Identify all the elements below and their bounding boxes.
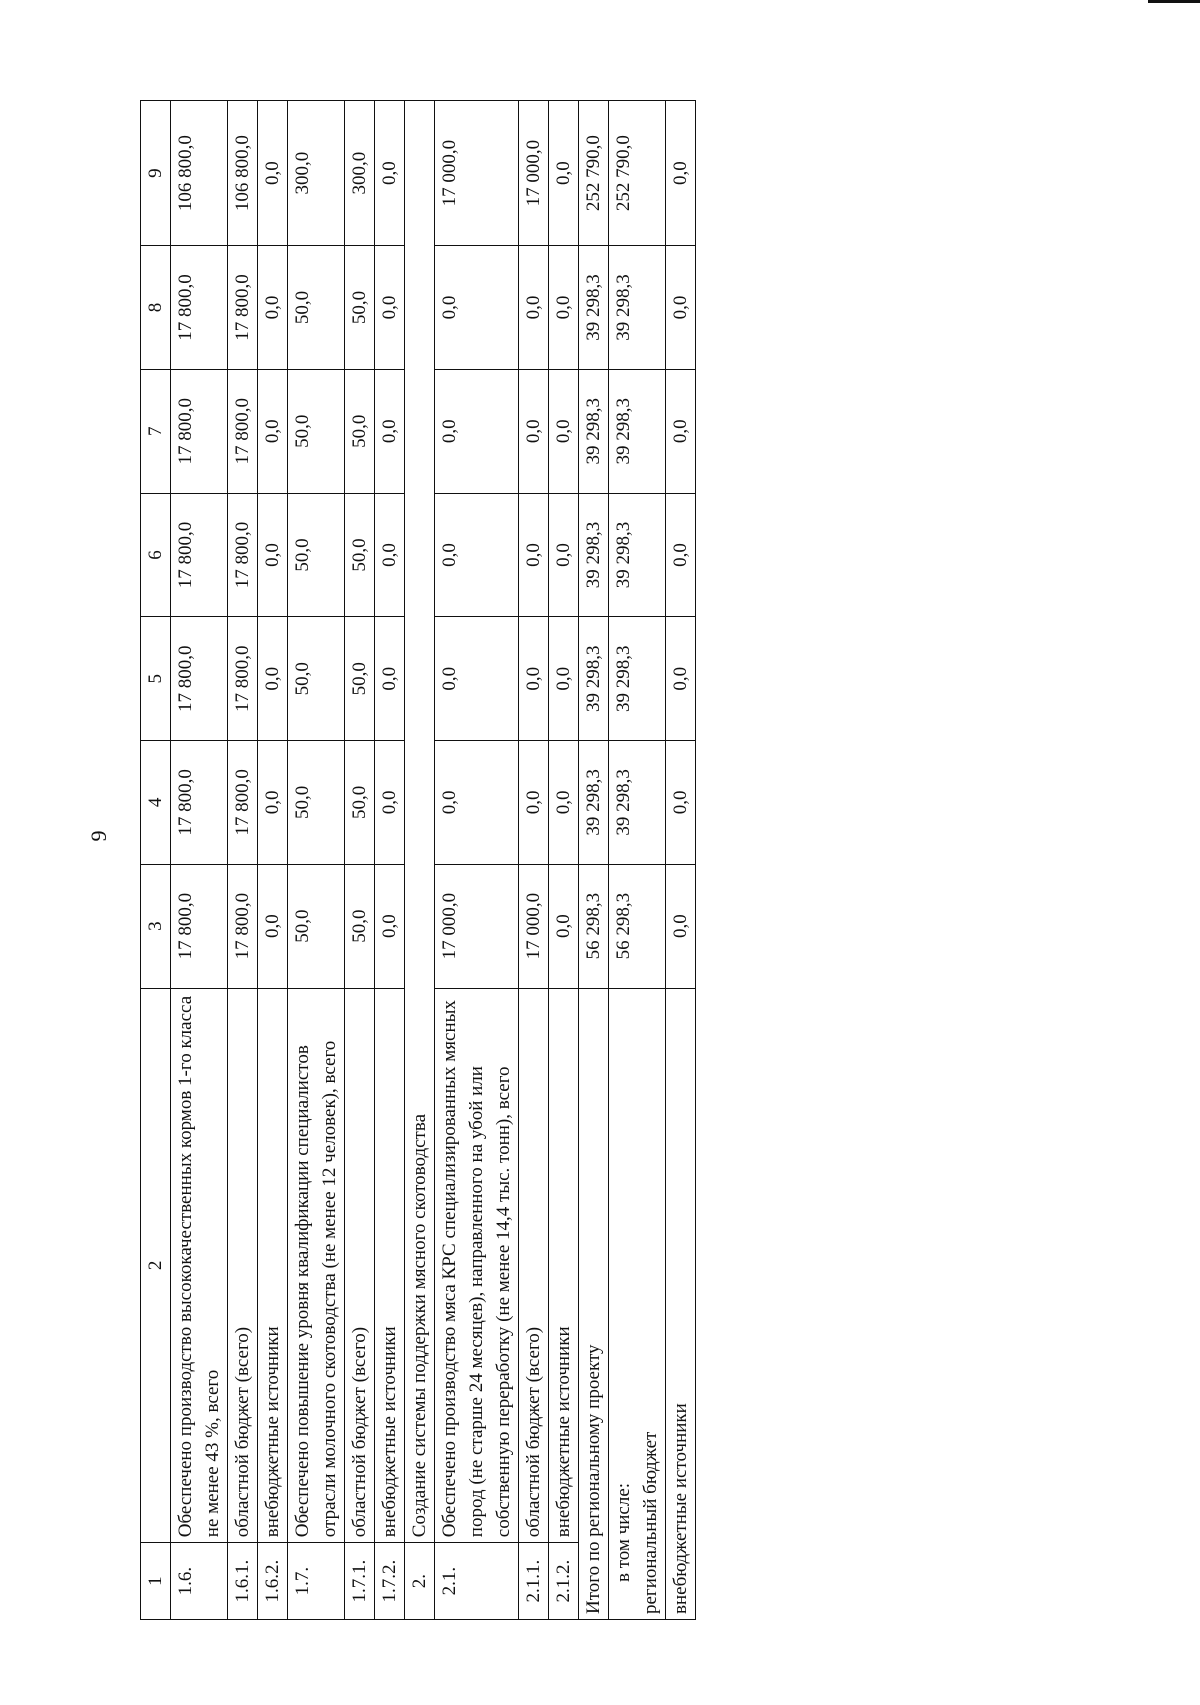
- value-cell: 300,0: [288, 101, 345, 246]
- value-cell: 0,0: [549, 741, 579, 865]
- value-cell: 39 298,3: [579, 369, 609, 493]
- value-cell: 50,0: [345, 741, 375, 865]
- including-label: в том числе:: [613, 1482, 634, 1582]
- value-cell: 39 298,3: [609, 246, 666, 370]
- value-cell: 50,0: [288, 493, 345, 617]
- row-name: Обеспечено повышение уровня квалификации специалистов отрасли молочного скотоводства (не менее 12 человек), всего: [288, 988, 345, 1543]
- header-cell: 7: [141, 369, 171, 493]
- value-cell: 0,0: [549, 246, 579, 370]
- value-cell: 17 800,0: [228, 246, 258, 370]
- value-cell: 0,0: [519, 369, 549, 493]
- table-row: [171, 101, 228, 1620]
- value-cell: 0,0: [375, 101, 405, 246]
- total-label: Итого по региональному проекту: [579, 988, 609, 1619]
- row-name: областной бюджет (всего): [228, 988, 258, 1543]
- value-cell: 17 800,0: [171, 741, 228, 865]
- value-cell: 0,0: [375, 246, 405, 370]
- value-cell: 39 298,3: [579, 617, 609, 741]
- budget-table: [140, 100, 696, 1620]
- value-cell: 50,0: [345, 617, 375, 741]
- value-cell: 50,0: [345, 246, 375, 370]
- header-cell: 1: [141, 1543, 171, 1620]
- row-code: 1.6.: [171, 1543, 228, 1620]
- table-row: [549, 101, 579, 1620]
- value-cell: 0,0: [375, 864, 405, 988]
- value-cell: 0,0: [519, 617, 549, 741]
- value-cell: 50,0: [288, 864, 345, 988]
- value-cell: 0,0: [435, 741, 519, 865]
- value-cell: 39 298,3: [609, 369, 666, 493]
- row-name: областной бюджет (всего): [345, 988, 375, 1543]
- section-title: Создание системы поддержки мясного скотоводства: [405, 101, 435, 1543]
- value-cell: 106 800,0: [171, 101, 228, 246]
- extrabudget-row: [666, 101, 696, 1620]
- value-cell: 0,0: [258, 741, 288, 865]
- value-cell: 56 298,3: [579, 864, 609, 988]
- page-number: 9: [86, 830, 111, 842]
- value-cell: 17 800,0: [228, 369, 258, 493]
- row-name: областной бюджет (всего): [519, 988, 549, 1543]
- row-code: 2.: [405, 1543, 435, 1620]
- value-cell: 0,0: [666, 246, 696, 370]
- row-name: внебюджетные источники: [549, 988, 579, 1543]
- header-cell: 2: [141, 988, 171, 1543]
- value-cell: 39 298,3: [579, 246, 609, 370]
- regional-budget-row: [609, 101, 666, 1620]
- table-row: [228, 101, 258, 1620]
- value-cell: 0,0: [435, 369, 519, 493]
- row-name: внебюджетные источники: [258, 988, 288, 1543]
- table-row: [375, 101, 405, 1620]
- table-row: [519, 101, 549, 1620]
- row-code: 1.6.2.: [258, 1543, 288, 1620]
- value-cell: 0,0: [666, 741, 696, 865]
- value-cell: 0,0: [258, 246, 288, 370]
- value-cell: 300,0: [345, 101, 375, 246]
- header-row: [141, 101, 171, 1620]
- value-cell: 106 800,0: [228, 101, 258, 246]
- rotated-table-wrapper: [140, 100, 760, 1620]
- value-cell: 17 800,0: [171, 246, 228, 370]
- value-cell: 0,0: [435, 246, 519, 370]
- value-cell: 17 800,0: [228, 617, 258, 741]
- header-cell: 8: [141, 246, 171, 370]
- value-cell: 17 800,0: [228, 493, 258, 617]
- row-name: внебюджетные источники: [375, 988, 405, 1543]
- value-cell: 39 298,3: [579, 741, 609, 865]
- table-row: [345, 101, 375, 1620]
- value-cell: 0,0: [666, 369, 696, 493]
- header-cell: 6: [141, 493, 171, 617]
- row-code: 1.6.1.: [228, 1543, 258, 1620]
- value-cell: 50,0: [288, 369, 345, 493]
- value-cell: 252 790,0: [609, 101, 666, 246]
- value-cell: 0,0: [375, 369, 405, 493]
- value-cell: 0,0: [519, 741, 549, 865]
- row-code: 2.1.1.: [519, 1543, 549, 1620]
- value-cell: 39 298,3: [609, 617, 666, 741]
- regional-budget-label: региональный бюджет: [640, 1431, 661, 1614]
- value-cell: 39 298,3: [609, 741, 666, 865]
- top-edge-rule: [1148, 0, 1200, 3]
- value-cell: 0,0: [375, 741, 405, 865]
- value-cell: 0,0: [258, 369, 288, 493]
- value-cell: 0,0: [258, 617, 288, 741]
- row-code: 2.1.2.: [549, 1543, 579, 1620]
- value-cell: 17 800,0: [171, 493, 228, 617]
- row-name: Обеспечено производство высококачественных кормов 1-го класса не менее 43 %, всего: [171, 988, 228, 1543]
- table-row: [288, 101, 345, 1620]
- value-cell: 0,0: [375, 493, 405, 617]
- table-body: [171, 101, 696, 1620]
- value-cell: 252 790,0: [579, 101, 609, 246]
- value-cell: 0,0: [666, 493, 696, 617]
- value-cell: 17 800,0: [171, 369, 228, 493]
- table-row: [258, 101, 288, 1620]
- value-cell: 39 298,3: [579, 493, 609, 617]
- value-cell: 50,0: [345, 493, 375, 617]
- value-cell: 50,0: [288, 741, 345, 865]
- value-cell: 0,0: [258, 864, 288, 988]
- value-cell: 0,0: [519, 246, 549, 370]
- value-cell: 17 800,0: [228, 741, 258, 865]
- value-cell: 17 000,0: [435, 101, 519, 246]
- value-cell: 17 800,0: [228, 864, 258, 988]
- value-cell: 0,0: [549, 617, 579, 741]
- value-cell: 50,0: [288, 246, 345, 370]
- header-cell: 3: [141, 864, 171, 988]
- value-cell: 0,0: [549, 101, 579, 246]
- value-cell: 0,0: [258, 101, 288, 246]
- table-row: [405, 101, 435, 1620]
- value-cell: 17 000,0: [435, 864, 519, 988]
- value-cell: 0,0: [519, 493, 549, 617]
- row-code: 1.7.1.: [345, 1543, 375, 1620]
- value-cell: 17 000,0: [519, 101, 549, 246]
- value-cell: 0,0: [258, 493, 288, 617]
- value-cell: 0,0: [666, 617, 696, 741]
- table-row: [435, 101, 519, 1620]
- value-cell: 50,0: [345, 864, 375, 988]
- row-name: Обеспечено производство мяса КРС специализированных мясных пород (не старше 24 месяцев), направленного на убой или собственную переработку (не менее 14,4 тыс. тонн), всего: [435, 988, 519, 1543]
- value-cell: 39 298,3: [609, 493, 666, 617]
- value-cell: 50,0: [345, 369, 375, 493]
- value-cell: 0,0: [549, 493, 579, 617]
- row-code: 1.7.: [288, 1543, 345, 1620]
- value-cell: 0,0: [375, 617, 405, 741]
- extrabudget-label: внебюджетные источники: [666, 988, 696, 1619]
- header-cell: 4: [141, 741, 171, 865]
- total-row: [579, 101, 609, 1620]
- header-cell: 9: [141, 101, 171, 246]
- regional-label-cell: [609, 988, 666, 1619]
- value-cell: 0,0: [435, 493, 519, 617]
- value-cell: 50,0: [288, 617, 345, 741]
- value-cell: 17 800,0: [171, 617, 228, 741]
- value-cell: 0,0: [666, 101, 696, 246]
- value-cell: 17 000,0: [519, 864, 549, 988]
- value-cell: 0,0: [549, 369, 579, 493]
- row-code: 1.7.2.: [375, 1543, 405, 1620]
- header-cell: 5: [141, 617, 171, 741]
- value-cell: 0,0: [549, 864, 579, 988]
- value-cell: 0,0: [435, 617, 519, 741]
- value-cell: 56 298,3: [609, 864, 666, 988]
- row-code: 2.1.: [435, 1543, 519, 1620]
- value-cell: 17 800,0: [171, 864, 228, 988]
- value-cell: 0,0: [666, 864, 696, 988]
